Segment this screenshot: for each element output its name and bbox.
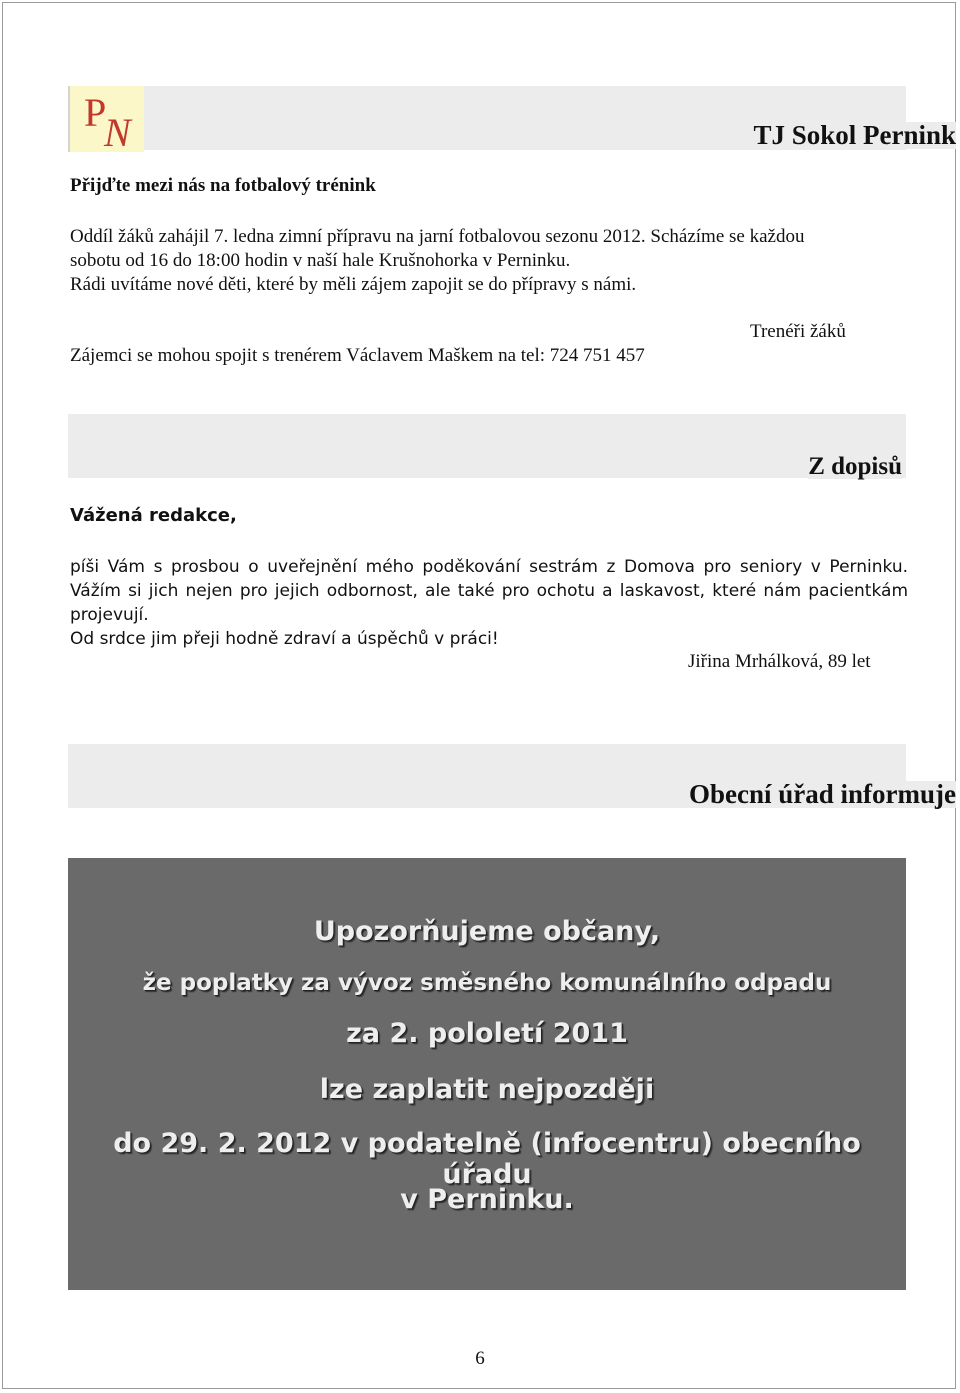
notice-line: Upozorňujeme občany, <box>313 916 661 947</box>
letters-salutation: Vážená redakce, <box>70 505 237 526</box>
pernink-logo <box>68 86 144 152</box>
sokol-title: TJ Sokol Pernink <box>753 120 956 150</box>
letters-line: Vážím si jich nejen pro jejich odbornost, ale také pro ochotu a laskavost, které nám pacientkám <box>70 581 908 601</box>
letters-title: Z dopisů <box>808 453 902 480</box>
sokol-paragraph-line: Rádi uvítáme nové děti, které by měli zájem zapojit se do přípravy s námi. <box>70 274 637 295</box>
sokol-paragraph <box>70 225 804 297</box>
letters-signature: Jiřina Mrhálková, 89 let <box>688 651 871 672</box>
sokol-contact: Zájemci se mohou spojit s trenérem Václavem Maškem na tel: 724 751 457 <box>70 345 645 366</box>
notice-line: lze zaplatit nejpozději <box>319 1074 655 1105</box>
sokol-paragraph-line: sobotu od 16 do 18:00 hodin v naší hale Krušnohorka v Perninku. <box>70 250 571 271</box>
notice-line: za 2. pololetí 2011 <box>346 1018 628 1049</box>
svg-text:N: N <box>104 110 131 152</box>
pn-monogram-icon <box>70 86 144 152</box>
letters-line: projevují. <box>70 605 149 625</box>
page-number: 6 <box>475 1348 485 1369</box>
sokol-headline: Přijďte mezi nás na fotbalový trénink <box>70 175 376 196</box>
letters-body <box>70 555 908 651</box>
notice-line: do 29. 2. 2012 v podatelně (infocentru) obecního úřadu <box>113 1128 861 1190</box>
sokol-paragraph-line: Oddíl žáků zahájil 7. ledna zimní přípravu na jarní fotbalovou sezonu 2012. Scházíme se každou <box>70 226 805 247</box>
notice-line: že poplatky za vývoz směsného komunálního odpadu <box>142 970 832 996</box>
letters-line: Od srdce jim přeji hodně zdraví a úspěchů v práci! <box>70 629 499 649</box>
notice-line: v Perninku. <box>400 1184 574 1215</box>
svg-text:P: P <box>84 90 107 135</box>
sokol-signature: Trenéři žáků <box>750 321 846 342</box>
office-notice-box <box>68 858 906 1290</box>
letters-header-band <box>68 414 906 478</box>
office-title: Obecní úřad informuje <box>689 779 956 809</box>
letters-line: píši Vám s prosbou o uveřejnění mého poděkování sestrám z Domova pro seniory v Perninku. <box>70 557 908 577</box>
